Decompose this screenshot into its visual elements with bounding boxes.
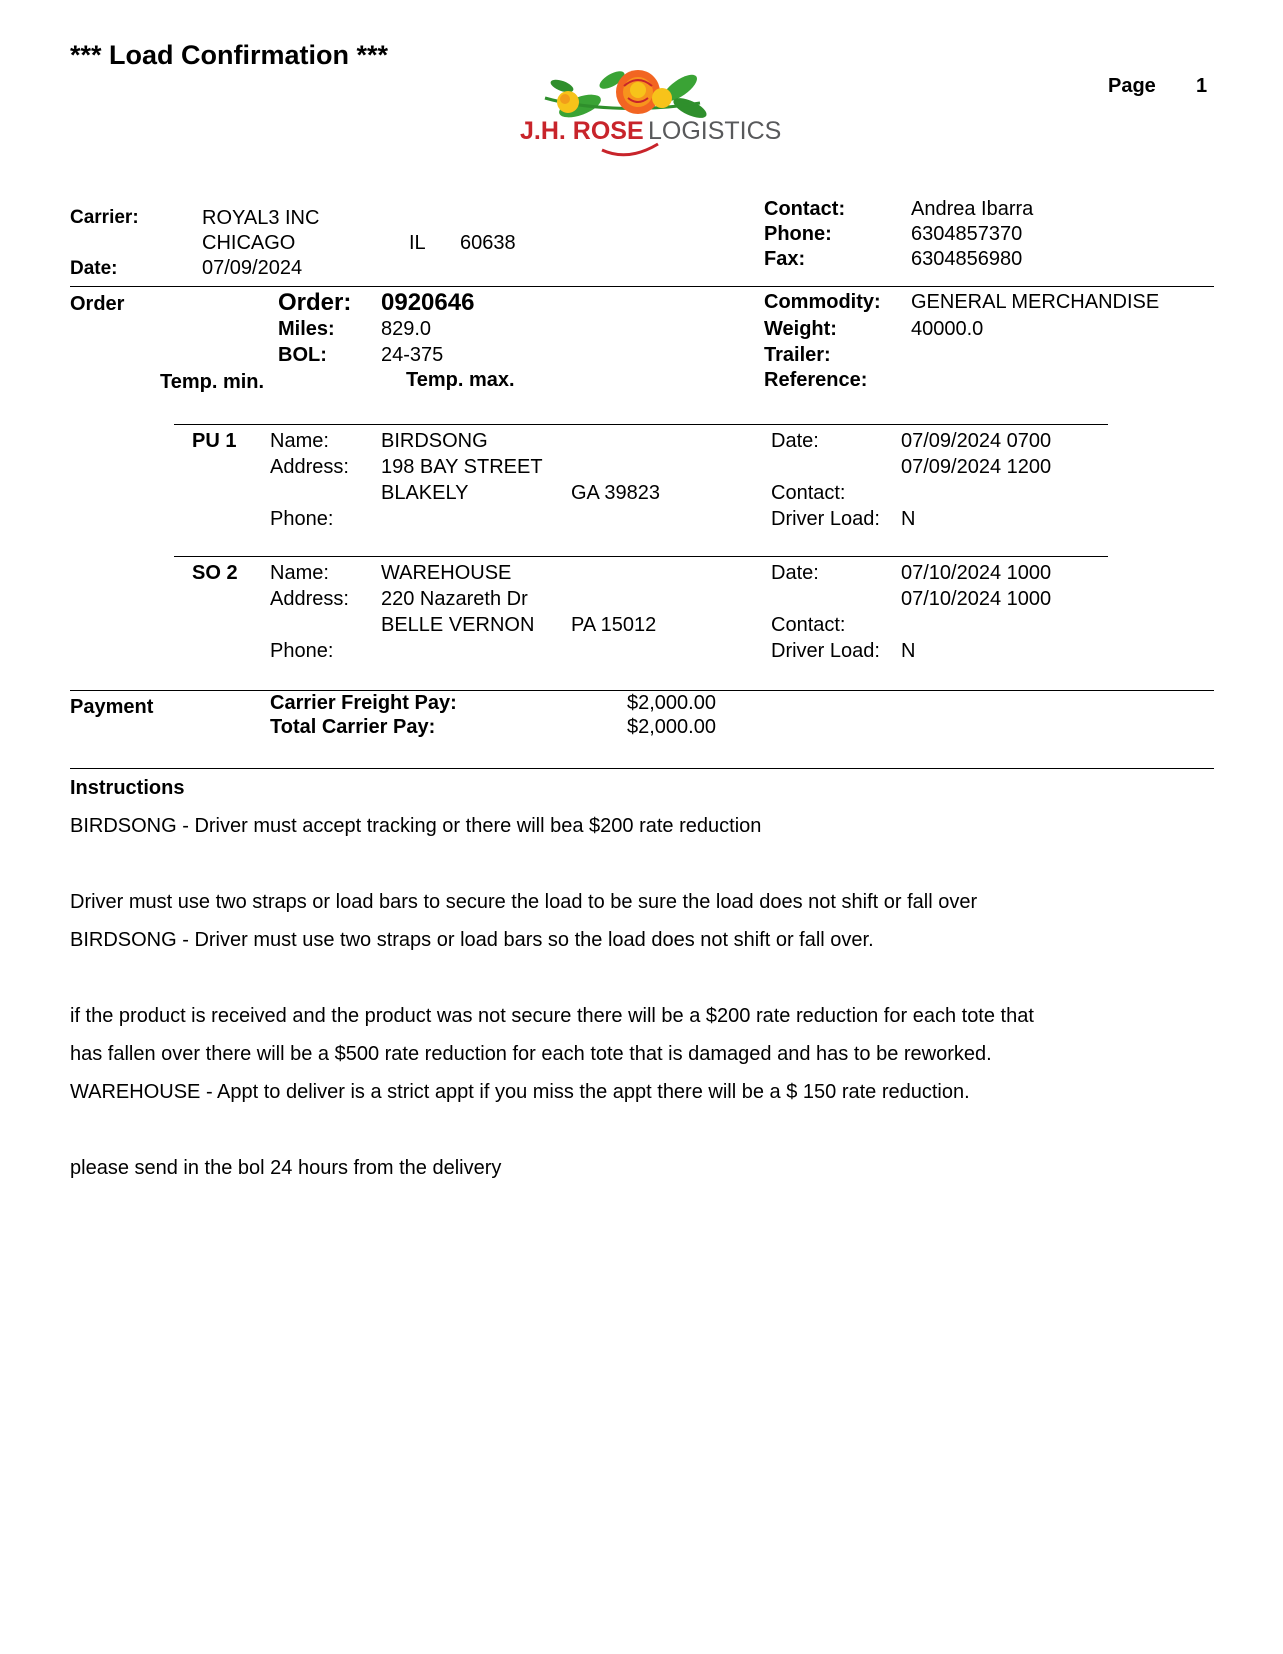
page-number: 1 <box>1196 75 1208 97</box>
temp-min-label: Temp. min. <box>160 371 265 393</box>
reference-label: Reference: <box>764 369 868 391</box>
stop-contact-label: Contact: <box>771 614 846 636</box>
stop-city: BELLE VERNON <box>381 614 535 636</box>
stop-address: 198 BAY STREET <box>381 456 543 478</box>
stop-name-label: Name: <box>270 562 329 584</box>
stop-driver-load: N <box>901 508 916 530</box>
fax-label: Fax: <box>764 248 806 270</box>
instruction-line: please send in the bol 24 hours from the delivery <box>70 1157 502 1179</box>
instruction-line: BIRDSONG - Driver must accept tracking or there will bea $200 rate reduction <box>70 815 762 837</box>
stop-date-from: 07/10/2024 1000 <box>901 562 1052 584</box>
bol-label: BOL: <box>278 344 327 366</box>
phone-label: Phone: <box>764 223 832 245</box>
miles-label: Miles: <box>278 318 335 340</box>
page-label: Page <box>1108 75 1156 97</box>
instruction-line: WAREHOUSE - Appt to deliver is a strict appt if you miss the appt there will be a $ 150 rate reduction. <box>70 1081 970 1103</box>
stop-date-to: 07/10/2024 1000 <box>901 588 1052 610</box>
contact-name: Andrea Ibarra <box>911 198 1034 220</box>
stop-address-label: Address: <box>270 456 349 478</box>
stop-date-label: Date: <box>771 562 819 584</box>
logo-text-secondary: LOGISTICS <box>648 117 782 145</box>
stop-driver-load-label: Driver Load: <box>771 508 880 530</box>
stop-code: PU 1 <box>192 430 237 452</box>
stop-city: BLAKELY <box>381 482 469 504</box>
divider-line <box>70 690 1214 691</box>
weight-label: Weight: <box>764 318 837 340</box>
stop-date-label: Date: <box>771 430 819 452</box>
stop-divider <box>174 424 1108 425</box>
contact-phone: 6304857370 <box>911 223 1023 245</box>
commodity-label: Commodity: <box>764 291 881 313</box>
stop-state-zip: PA 15012 <box>571 614 657 636</box>
stop-date-to: 07/09/2024 1200 <box>901 456 1052 478</box>
instruction-line: has fallen over there will be a $500 rate reduction for each tote that is damaged and has to be reworked. <box>70 1043 992 1065</box>
freight-pay-label: Carrier Freight Pay: <box>270 692 457 714</box>
stop-name: BIRDSONG <box>381 430 488 452</box>
carrier-city: CHICAGO <box>202 232 296 254</box>
carrier-state: IL <box>409 232 426 254</box>
stop-phone-label: Phone: <box>270 508 334 530</box>
stop-code: SO 2 <box>192 562 238 584</box>
stop-state-zip: GA 39823 <box>571 482 660 504</box>
trailer-label: Trailer: <box>764 344 831 366</box>
divider-line <box>70 286 1214 287</box>
stop-driver-load: N <box>901 640 916 662</box>
divider-line <box>70 768 1214 769</box>
contact-label: Contact: <box>764 198 846 220</box>
company-logo <box>520 68 802 164</box>
order-section-label: Order <box>70 293 125 315</box>
document-title: *** Load Confirmation *** <box>70 40 389 70</box>
instruction-line: Driver must use two straps or load bars to secure the load to be sure the load does not shift or fall over <box>70 891 978 913</box>
temp-max-label: Temp. max. <box>406 369 515 391</box>
carrier-zip: 60638 <box>460 232 516 254</box>
date-label: Date: <box>70 258 118 279</box>
stop-address-label: Address: <box>270 588 349 610</box>
logo-text-primary: J.H. ROSE <box>520 117 644 145</box>
freight-pay-amount: $2,000.00 <box>627 692 716 714</box>
instructions-heading: Instructions <box>70 777 185 799</box>
commodity-value: GENERAL MERCHANDISE <box>911 291 1160 313</box>
stop-name-label: Name: <box>270 430 329 452</box>
order-number: 0920646 <box>381 289 475 316</box>
instruction-line: BIRDSONG - Driver must use two straps or load bars so the load does not shift or fall over. <box>70 929 874 951</box>
instruction-line: if the product is received and the product was not secure there will be a $200 rate reduction for each tote that <box>70 1005 1034 1027</box>
total-pay-amount: $2,000.00 <box>627 716 716 738</box>
weight-value: 40000.0 <box>911 318 984 340</box>
stop-phone-label: Phone: <box>270 640 334 662</box>
stop-name: WAREHOUSE <box>381 562 512 584</box>
stop-date-from: 07/09/2024 0700 <box>901 430 1052 452</box>
contact-fax: 6304856980 <box>911 248 1023 270</box>
stop-driver-load-label: Driver Load: <box>771 640 880 662</box>
stop-contact-label: Contact: <box>771 482 846 504</box>
carrier-label: Carrier: <box>70 207 139 228</box>
miles-value: 829.0 <box>381 318 432 340</box>
payment-section-label: Payment <box>70 696 154 718</box>
carrier-name: ROYAL3 INC <box>202 207 320 229</box>
document-date: 07/09/2024 <box>202 257 303 279</box>
stop-divider <box>174 556 1108 557</box>
stop-address: 220 Nazareth Dr <box>381 588 528 610</box>
bol-value: 24-375 <box>381 344 444 366</box>
total-pay-label: Total Carrier Pay: <box>270 716 436 738</box>
order-label: Order: <box>278 289 352 316</box>
rose-logo-icon <box>520 68 802 164</box>
